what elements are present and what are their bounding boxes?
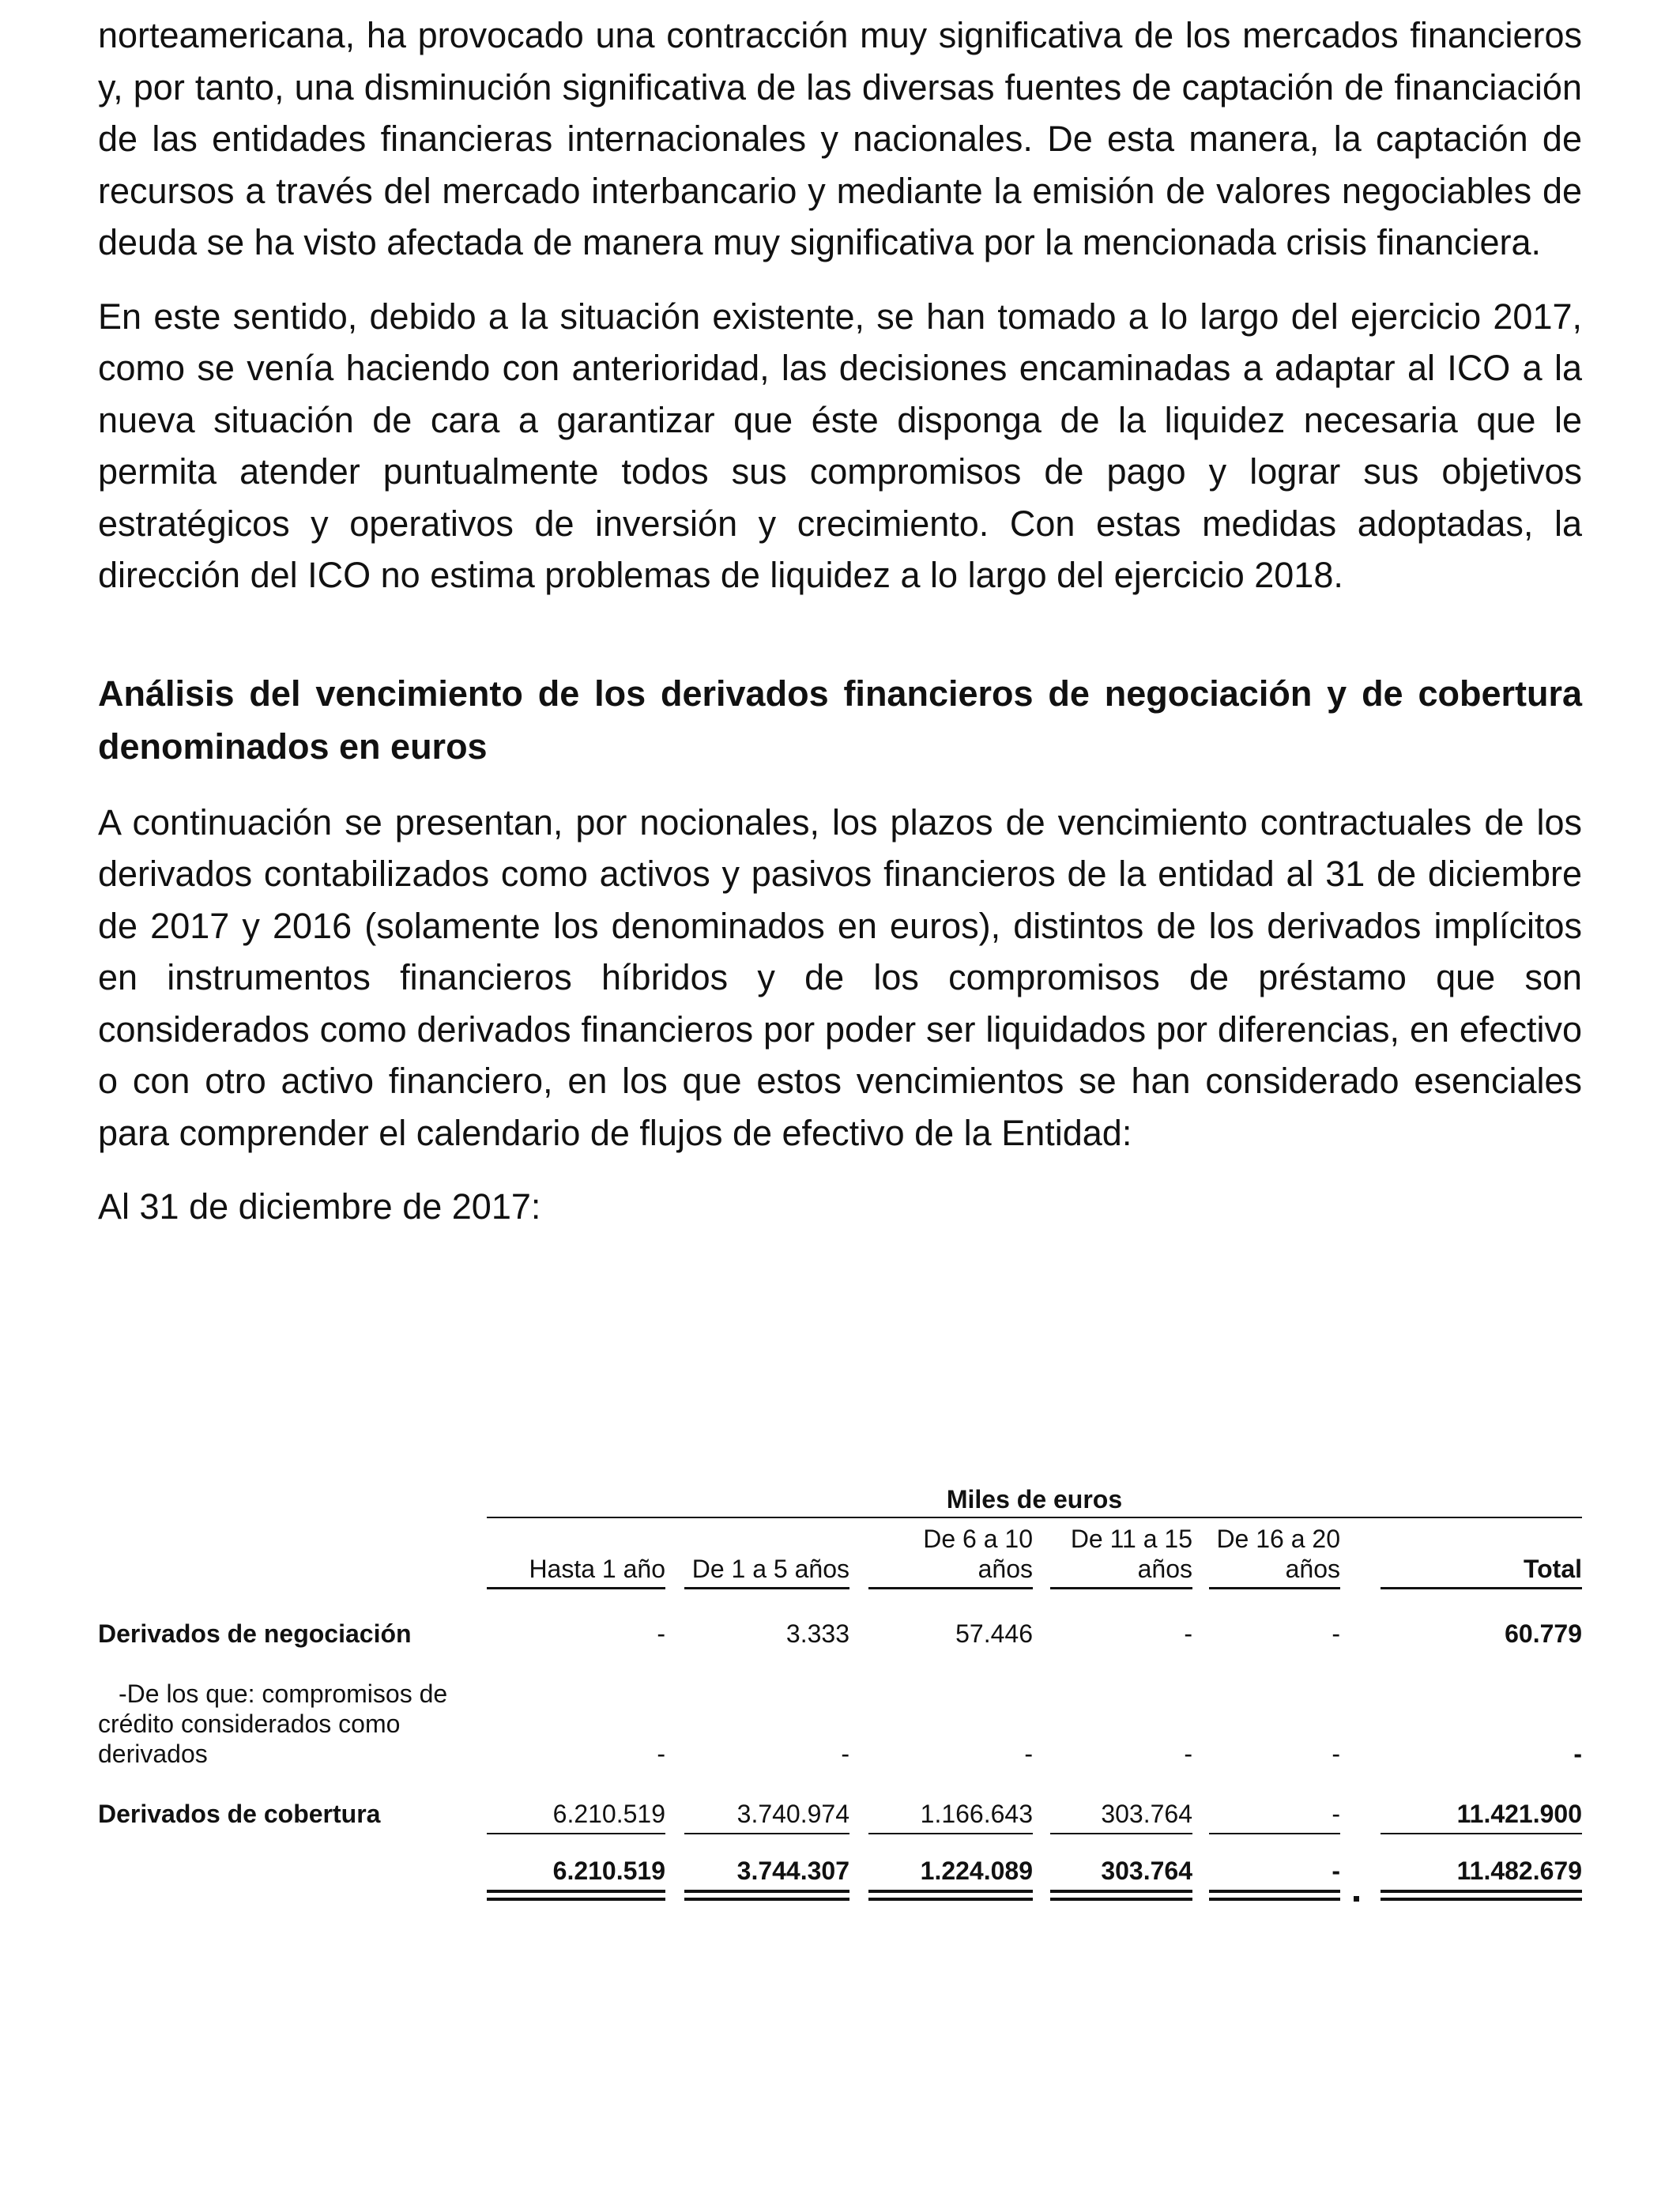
total-double-rule <box>487 1890 665 1893</box>
total-double-rule <box>487 1898 665 1901</box>
table-cell-total: 60.779 <box>1505 1619 1582 1648</box>
table-cell: - <box>657 1740 665 1768</box>
table-cell: 57.446 <box>955 1619 1033 1648</box>
column-header-1-5: De 1 a 5 años <box>691 1555 849 1583</box>
row-label-cobertura: Derivados de cobertura <box>98 1800 381 1828</box>
table-cell-total: 11.421.900 <box>1456 1800 1582 1828</box>
total-double-rule <box>684 1898 849 1901</box>
paragraph-derivatives-intro: A continuación se presentan, por nocionales, los plazos de vencimiento contractuales de los derivados contabilizados como activos y pasivos financieros de la entidad al 31 de diciembre de 2017 y 2016 (solamente los denominados en euros), distintos de los derivados implícitos en instrumentos financieros híbridos y de los compromisos de préstamo que son considerados como derivados financieros por poder ser liquidados por diferencias, en efectivo o con otro activo financiero, en los que estos vencimientos se han considerado esenciales para comprender el calendario de flujos de efectivo de la Entidad: <box>98 801 1582 1153</box>
column-header-16-20: De 16 a 20 años <box>1216 1525 1340 1583</box>
table-cell: - <box>1184 1740 1192 1768</box>
table-cell-grand-total: 1.224.089 <box>920 1857 1033 1885</box>
section-heading: Análisis del vencimiento de los derivados financieros de negociación y de cobertura denominados en euros <box>98 673 1582 767</box>
total-double-rule <box>684 1890 849 1893</box>
subtotal-rule <box>684 1833 849 1834</box>
subtotal-rule <box>1050 1833 1192 1834</box>
total-double-rule <box>1381 1890 1582 1893</box>
table-cell-grand-total: 11.482.679 <box>1456 1857 1582 1885</box>
total-double-rule <box>868 1890 1033 1893</box>
header-rule <box>868 1587 1033 1589</box>
table-cell: 6.210.519 <box>552 1800 665 1828</box>
column-header-hasta-1: Hasta 1 año <box>529 1555 665 1583</box>
table-cell: - <box>1024 1740 1033 1768</box>
table-cell: - <box>1332 1619 1340 1648</box>
unit-header: Miles de euros <box>946 1485 1123 1514</box>
table-cell: 303.764 <box>1101 1800 1192 1828</box>
table-cell: - <box>1184 1619 1192 1648</box>
table-cell: 3.740.974 <box>736 1800 849 1828</box>
subtotal-rule <box>1381 1833 1582 1834</box>
total-double-rule <box>1209 1890 1340 1893</box>
header-rule <box>487 1587 665 1589</box>
table-cell: - <box>1332 1800 1340 1828</box>
unit-header-rule <box>487 1517 1582 1518</box>
table-cell: 3.333 <box>785 1619 849 1648</box>
rule-dot <box>1354 1896 1359 1902</box>
paragraph-liquidity-measures: En este sentido, debido a la situación existente, se han tomado a lo largo del ejercicio 2017, como se venía haciendo con anterioridad, las decisiones encaminadas a adaptar al ICO a la nueva situación de cara a garantizar que éste disponga de la liquidez necesaria que le permita atender puntualmente todos sus compromisos de pago y lograr sus objetivos estratégicos y operativos de inversión y crecimiento. Con estas medidas adoptadas, la dirección del ICO no estima problemas de liquidez a lo largo del ejercicio 2018. <box>98 296 1582 595</box>
column-header-6-10: De 6 a 10 años <box>923 1525 1033 1583</box>
header-rule <box>1050 1587 1192 1589</box>
table-cell: - <box>657 1619 665 1648</box>
document-page <box>98 9 1582 1233</box>
table-cell-grand-total: 3.744.307 <box>736 1857 849 1885</box>
total-double-rule <box>1381 1898 1582 1901</box>
total-double-rule <box>1050 1898 1192 1901</box>
column-header-11-15: De 11 a 15 años <box>1070 1525 1192 1583</box>
table-cell-grand-total: - <box>1332 1857 1340 1885</box>
table-cell-total: - <box>1573 1740 1582 1768</box>
header-rule <box>684 1587 849 1589</box>
row-label-negociacion: Derivados de negociación <box>98 1619 412 1648</box>
table-cell: - <box>841 1740 849 1768</box>
total-double-rule <box>1050 1890 1192 1893</box>
header-rule <box>1381 1587 1582 1589</box>
table-cell-grand-total: 6.210.519 <box>552 1857 665 1885</box>
header-rule <box>1209 1587 1340 1589</box>
column-header-total: Total <box>1523 1555 1582 1583</box>
subtotal-rule <box>487 1833 665 1834</box>
row-label-compromisos: -De los que: compromisos de crédito considerados como derivados <box>98 1679 448 1768</box>
table-date-label: Al 31 de diciembre de 2017: <box>98 1186 541 1227</box>
table-cell: 1.166.643 <box>920 1800 1033 1828</box>
table-cell: - <box>1332 1740 1340 1768</box>
subtotal-rule <box>868 1833 1033 1834</box>
total-double-rule <box>1209 1898 1340 1901</box>
table-cell-grand-total: 303.764 <box>1101 1857 1192 1885</box>
paragraph-crisis-context: norteamericana, ha provocado una contracción muy significativa de los mercados financieros y, por tanto, una disminución significativa de las diversas fuentes de captación de financiación de las entidades financieras internacionales y nacionales. De esta manera, la captación de recursos a través del mercado interbancario y mediante la emisión de valores negociables de deuda se ha visto afectada de manera muy significativa por la mencionada crisis financiera. <box>98 15 1582 262</box>
subtotal-rule <box>1209 1833 1340 1834</box>
total-double-rule <box>868 1898 1033 1901</box>
